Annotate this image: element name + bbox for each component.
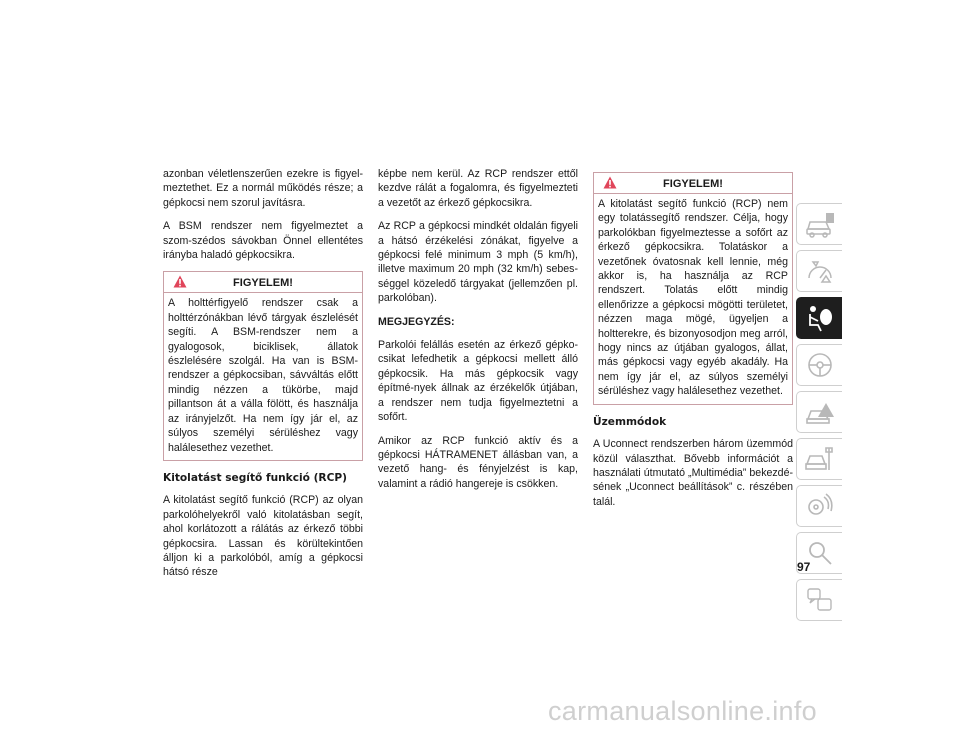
left-column (163, 167, 363, 589)
warning-body (164, 293, 362, 459)
paragraph: Az RCP a gépkocsi mindkét oldalán figyeli a hátsó érzékelési zónákat, figyelve a gépkocsi felé minimum 3 mph (5 km/h), illetve maximum 20 mph (32 km/h) sebes-séggel közeledő tárgyakat (jellemzően pl. parkolóban). (378, 220, 578, 305)
warning-title: FIGYELEM! (233, 277, 293, 290)
dashboard-warning-icon (804, 256, 836, 286)
page-number: 97 (797, 560, 811, 574)
tab-multimedia[interactable] (796, 485, 842, 527)
paragraph: A kitolatást segítő funkció (RCP) az olyan parkolóhelyekről való kitolatásban segít, ahol korlátozott a rálátás az érkező többi gépkocsira. Lassan és körültekintően álljon ki a parkolóból, amíg a gépkocsi hátsó része (163, 494, 363, 579)
airbag-safety-icon (804, 303, 836, 333)
car-info-icon (804, 209, 836, 239)
warning-title: FIGYELEM! (663, 178, 723, 190)
tab-emergency[interactable] (796, 391, 842, 433)
warning-body (594, 194, 792, 404)
service-tools-icon (804, 444, 836, 474)
tab-service[interactable] (796, 438, 842, 480)
tab-safety[interactable] (796, 297, 842, 339)
warning-header (594, 173, 792, 194)
paragraph: A Uconnect rendszerben három üzemmód közül választhat. Bővebb információt a használati útmutató „Multimédia” bekezdé-sének „Uconnect beállítások” c. részében talál. (593, 438, 793, 508)
warning-text: A kitolatást segítő funkció (RCP) nem egy tolatássegítő rendszer. Célja, hogy parkolókban figyelmeztesse a sofőrt az érkező gépkocsikra. Tolatáskor a vezetőnek óvatosnak kell lennie, még akkor is, ha használja az RCP rendszert. Tolatás előtt mindig ellenőrizze a gépkocsi mögötti területet, nézzen maga mögé, ügyeljen a holtterekre, és bizonyosodjon meg arról, hogy nincs az útjában gyalogos, állat, más gépkocsi vagy egyéb akadály. Ha nem így jár el, az súlyos személyi sérüléshez vagy halálesethez vezethet. (598, 198, 788, 398)
warning-box (593, 172, 793, 405)
steering-wheel-icon (804, 350, 836, 380)
section-heading: Kitolatást segítő funkció (RCP) (163, 471, 347, 484)
right-column (593, 170, 793, 518)
note-text: Parkolói felállás esetén az érkező gépko-csikat lefedhetik a gépkocsi mellett álló gépkocsik. Ha más gépkocsik vagy építmé-nyek állnak az érzékelők útjában, a rendszer nem tudja figyelmeztetni a sofőrt. (378, 339, 578, 424)
paragraph: azonban véletlenszerűen ezekre is figyel-meztethet. Ez a normál működés része; a gépkocsi nem szorul javításra. (163, 168, 363, 209)
tab-driving[interactable] (796, 344, 842, 386)
paragraph: képbe nem kerül. Az RCP rendszer ettől kezdve rálát a fogalomra, és figyelmezteti a vezetőt az érkező gépkocsikra. (378, 168, 578, 209)
tab-car-info[interactable] (796, 203, 842, 245)
tab-language[interactable] (796, 579, 842, 621)
tab-dashboard[interactable] (796, 250, 842, 292)
note-label: MEGJEGYZÉS: (378, 315, 455, 328)
warning-header (164, 272, 362, 293)
multimedia-icon (804, 491, 836, 521)
emergency-triangle-icon (804, 397, 836, 427)
middle-column (378, 167, 578, 500)
paragraph: A BSM rendszer nem figyelmeztet a szom-szédos sávokban Önnel ellentétes irányba haladó gépkocsikra. (163, 220, 363, 262)
watermark: carmanualsonline.info (548, 696, 817, 726)
section-heading: Üzemmódok (593, 415, 667, 428)
warning-box (163, 271, 363, 460)
paragraph: Amikor az RCP funkció aktív és a gépkocsi HÁTRAMENET állásban van, a vezető hang- és fényjelzést is kap, valamint a rádió hangereje is csökken. (378, 434, 578, 490)
language-icon (804, 585, 836, 615)
warning-text: A holttérfigyelő rendszer csak a holttérzónákban lévő tárgyak észlelését segíti. A BSM-rendszer nem a gyalogosok, biciklisek, állatok észlelésére szolgál. Ha van is BSM-rendszer a gépkocsiban, sávváltás előtt mindig nézzen a tükörbe, majd pillantson át a válla fölött, és használja az irányjelzőt. Ha nem így jár el, az súlyos személyi sérüléshez vagy halálesethez vezethet. (168, 297, 358, 454)
